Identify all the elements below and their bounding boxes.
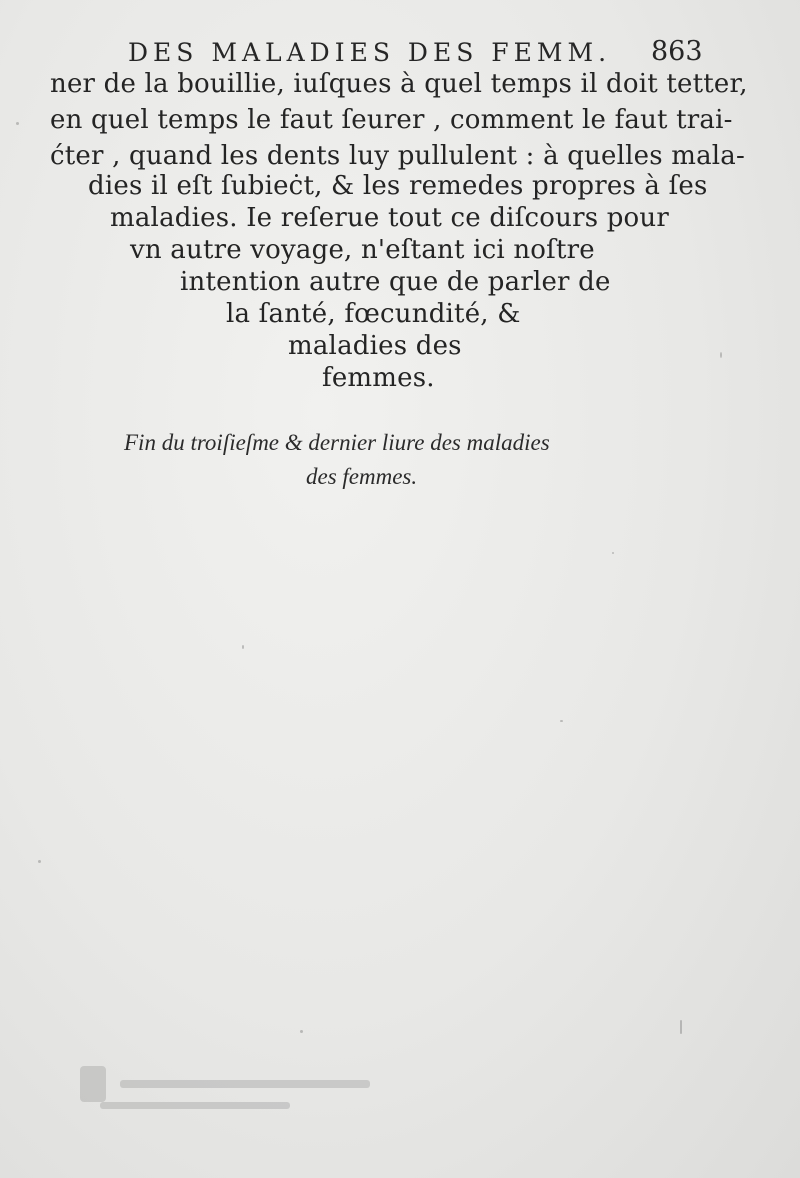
text-line: la ſanté, fœcundité, &	[226, 299, 521, 329]
text-line: ćter , quand les dents luy pullulent : à quelles mala-	[50, 141, 745, 171]
text-line: maladies. Ie reſerue tout ce diſcours pour	[110, 203, 669, 233]
running-head: DES MALADIES DES FEMM.	[128, 38, 612, 67]
colophon-line: Fin du troiſieſme & dernier liure des maladies	[124, 430, 550, 455]
paper-speck	[300, 1030, 303, 1033]
text-line: femmes.	[322, 363, 435, 393]
text-line: intention autre que de parler de	[180, 267, 611, 297]
paper-speck	[242, 645, 244, 649]
paper-speck	[720, 352, 722, 358]
text-line: vn autre voyage, n'eſtant ici noſtre	[130, 235, 595, 265]
text-line: ner de la bouillie, iuſques à quel temps il doit tetter,	[50, 69, 748, 99]
paper-speck	[680, 1020, 682, 1034]
paper-speck	[38, 860, 41, 863]
paper-speck	[612, 552, 614, 554]
paper-speck	[16, 122, 19, 125]
colophon-line: des femmes.	[306, 464, 418, 489]
text-line: dies il eſt ſubieċt, & les remedes propres à ſes	[88, 171, 708, 201]
bleed-through-marks	[70, 1062, 430, 1122]
text-line: maladies des	[288, 331, 462, 361]
paper-speck	[560, 720, 563, 722]
text-line: en quel temps le faut ſeurer , comment le faut trai-	[50, 105, 733, 135]
page-number: 863	[651, 36, 703, 67]
